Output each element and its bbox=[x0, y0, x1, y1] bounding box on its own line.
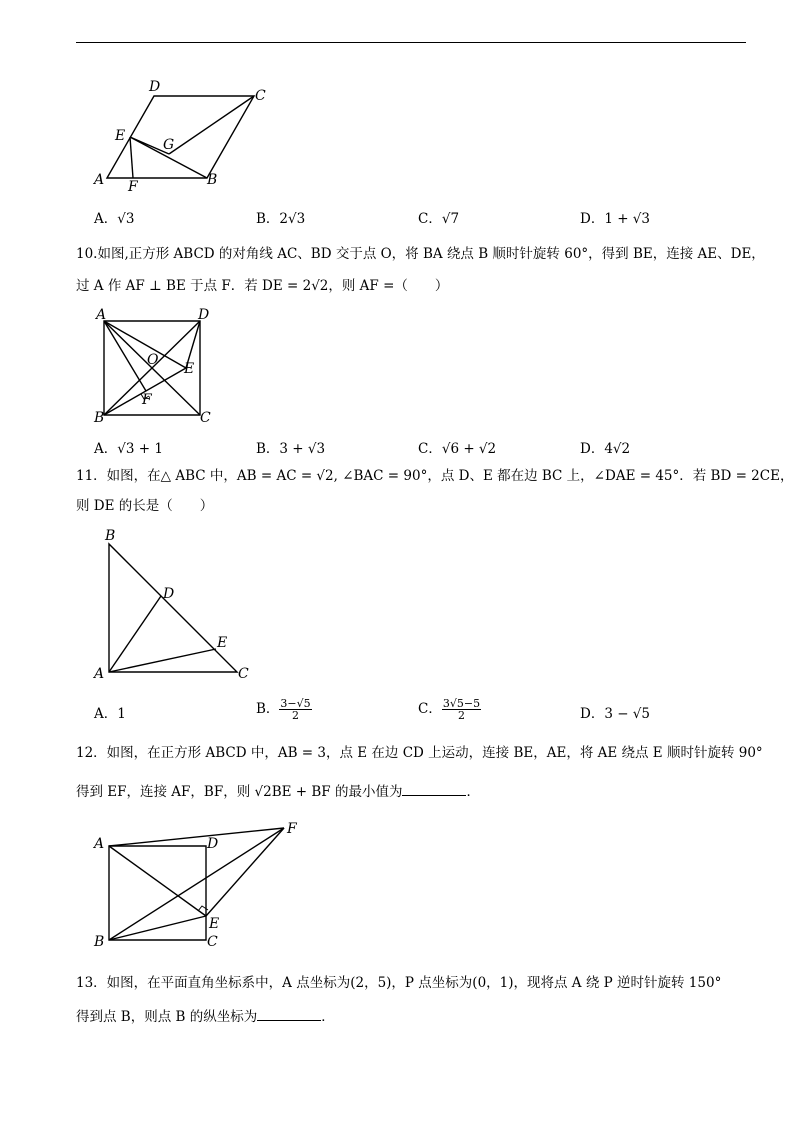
q11-label-e: E bbox=[217, 635, 228, 651]
q11-option-b: B． $\frac{3-√5}{2}$ bbox=[256, 697, 311, 722]
q12-label-f: F bbox=[287, 821, 297, 837]
q11-figure bbox=[90, 526, 260, 684]
q11-option-c: C． $\frac{3√5-5}{2}$ bbox=[418, 697, 481, 722]
q9-option-c: C．√7 bbox=[418, 211, 460, 227]
q9-label-d: D bbox=[149, 79, 161, 95]
q9-label-e: E bbox=[115, 128, 126, 144]
q11-triangle-abc bbox=[109, 544, 237, 672]
q10-label-e: E bbox=[184, 361, 195, 377]
q10-line1: 10.如图,正方形 ABCD 的对角线 AC、BD 交于点 O，将 BA 绕点 B 顺时针旋转 60°，得到 BE，连接 AE、DE， bbox=[76, 246, 765, 262]
q11-line1: 11．如图，在△ ABC 中，AB = AC = √2, ∠BAC = 90°，点 D、E 都在边 BC 上，∠DAE = 45°．若 BD = 2CE， bbox=[76, 468, 793, 484]
q9-option-d: D．1 + √3 bbox=[580, 211, 651, 227]
q11-segment-ad bbox=[109, 596, 161, 672]
q9-label-b: B bbox=[207, 172, 218, 188]
q11-label-c: C bbox=[238, 666, 249, 682]
q10-option-b: B．3 + √3 bbox=[256, 441, 326, 457]
q12-label-a: A bbox=[94, 836, 105, 852]
q13-line2: 得到点 B，则点 B 的纵坐标为 ． bbox=[76, 1009, 335, 1025]
q12-square bbox=[109, 846, 206, 940]
q9-label-a: A bbox=[94, 172, 105, 188]
q10-label-b: B bbox=[94, 410, 105, 426]
q10-option-a: A．√3 + 1 bbox=[94, 441, 163, 457]
q10-option-c: C．√6 + √2 bbox=[418, 441, 497, 457]
q9-label-f: F bbox=[128, 179, 138, 195]
q10-option-d: D．4√2 bbox=[580, 441, 631, 457]
q10-label-f: F bbox=[142, 392, 152, 408]
q10-label-a: A bbox=[96, 307, 107, 323]
q12-answer-blank[interactable] bbox=[402, 783, 466, 796]
q12-line1: 12．如图，在正方形 ABCD 中，AB = 3，点 E 在边 CD 上运动，连接 BE，AE，将 AE 绕点 E 顺时针旋转 90° bbox=[76, 745, 763, 761]
q9-segment-ef bbox=[130, 137, 133, 178]
q12-segment-ae bbox=[109, 846, 206, 916]
q12-segment-be bbox=[109, 916, 206, 940]
q9-option-b: B．2√3 bbox=[256, 211, 306, 227]
header-rule bbox=[76, 42, 746, 43]
q11-line2: 则 DE 的长是（ ） bbox=[76, 498, 214, 514]
q12-line2: 得到 EF，连接 AF，BF，则 √2BE + BF 的最小值为 ． bbox=[76, 784, 480, 800]
q12-figure bbox=[90, 818, 310, 952]
q11-label-a: A bbox=[94, 666, 105, 682]
q9-label-c: C bbox=[255, 88, 266, 104]
q12-label-b: B bbox=[94, 934, 105, 950]
q11-option-a: A．1 bbox=[94, 706, 126, 722]
q12-label-d: D bbox=[207, 836, 219, 852]
q9-label-g: G bbox=[163, 137, 175, 153]
q10-label-d: D bbox=[198, 307, 210, 323]
q12-label-e: E bbox=[209, 916, 220, 932]
q9-segment-gc bbox=[169, 96, 254, 154]
q11-label-d: D bbox=[163, 586, 175, 602]
q10-label-c: C bbox=[200, 410, 211, 426]
q9-parallelogram bbox=[107, 96, 254, 178]
q13-line1: 13．如图，在平面直角坐标系中，A 点坐标为(2，5)，P 点坐标为(0，1)，现将点 A 绕 P 逆时针旋转 150° bbox=[76, 975, 722, 991]
q11-segment-ae bbox=[109, 649, 216, 672]
q12-segment-bf bbox=[109, 828, 284, 940]
q10-line2: 过 A 作 AF ⊥ BE 于点 F．若 DE = 2√2，则 AF =（ ） bbox=[76, 278, 449, 294]
q10-label-o: O bbox=[147, 352, 159, 368]
q11-option-d: D．3 − √5 bbox=[580, 706, 651, 722]
q12-label-c: C bbox=[207, 934, 218, 950]
q9-option-a: A．√3 bbox=[94, 211, 135, 227]
q12-segment-af bbox=[109, 828, 284, 846]
q13-answer-blank[interactable] bbox=[257, 1008, 321, 1021]
q10-figure bbox=[90, 306, 220, 426]
q11-label-b: B bbox=[105, 528, 116, 544]
q9-figure bbox=[90, 74, 280, 196]
